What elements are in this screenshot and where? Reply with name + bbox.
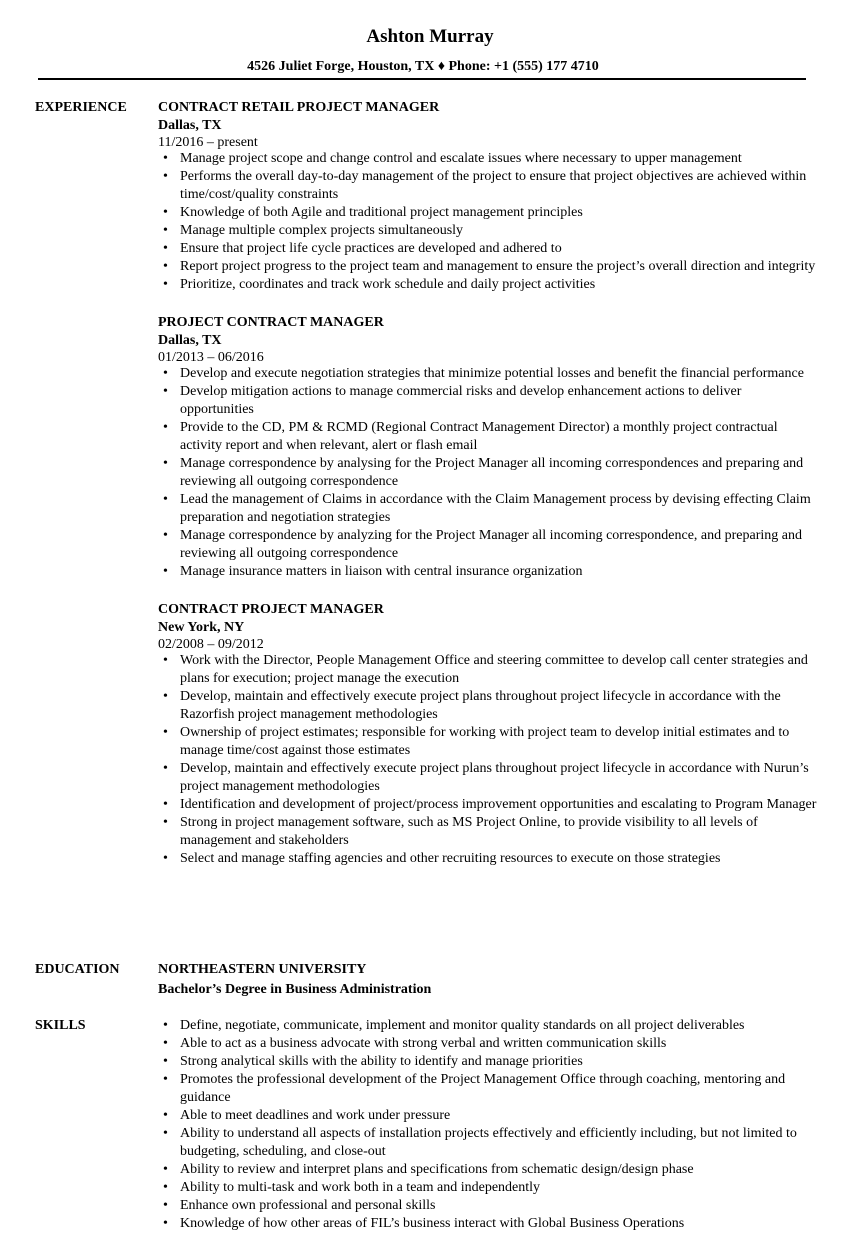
job-dates: 11/2016 – present [158,135,258,150]
skill-item: • Enhance own professional and personal skills [158,1197,818,1215]
skill-item: • Ability to review and interpret plans and specifications from schematic design/design phase [158,1161,818,1179]
contact-line: 4526 Juliet Forge, Houston, TX ♦ Phone: +1 (555) 177 4710 [247,59,599,74]
job-title: CONTRACT PROJECT MANAGER [158,602,384,617]
job-bullets [158,652,818,868]
job-bullet: • Provide to the CD, PM & RCMD (Regional Contract Management Director) a monthly project contractual activity report and when relevant, alert or flash email [158,419,818,455]
job-bullet: • Develop mitigation actions to manage commercial risks and develop enhancement actions to deliver opportunities [158,383,818,419]
job-title: PROJECT CONTRACT MANAGER [158,315,384,330]
job-entry [158,314,818,581]
job-bullet: • Manage multiple complex projects simultaneously [158,222,818,240]
job-bullet: • Strong in project management software, such as MS Project Online, to provide visibility to all levels of management and stakeholders [158,814,818,850]
job-bullet: • Performs the overall day-to-day management of the project to ensure that project objectives are achieved within time/cost/quality constraints [158,168,818,204]
section-label-experience: EXPERIENCE [35,100,127,115]
job-bullet: • Manage insurance matters in liaison with central insurance organization [158,563,818,581]
skills-list-container [158,1017,818,1233]
skill-item: • Ability to understand all aspects of installation projects effectively and efficiently including, but not limited to budgeting, scheduling, and close-out [158,1125,818,1161]
header-divider [38,78,806,80]
job-bullet: • Develop, maintain and effectively execute project plans throughout project lifecycle in accordance with the Razorfish project management methodologies [158,688,818,724]
job-entry [158,99,818,294]
job-location: New York, NY [158,620,245,635]
skill-item: • Promotes the professional development of the Project Management Office through coaching, mentoring and guidance [158,1071,818,1107]
experience-list [158,99,818,868]
skill-item: • Strong analytical skills with the ability to identify and manage priorities [158,1053,818,1071]
job-bullet: • Knowledge of both Agile and traditional project management principles [158,204,818,222]
skill-item: • Knowledge of how other areas of FIL’s business interact with Global Business Operations [158,1215,818,1233]
skill-item: • Able to meet deadlines and work under pressure [158,1107,818,1125]
job-bullet: • Identification and development of project/process improvement opportunities and escalating to Program Manager [158,796,818,814]
job-bullets [158,365,818,581]
job-bullet: • Manage correspondence by analysing for the Project Manager all incoming correspondences and preparing and reviewing all outgoing correspondence [158,455,818,491]
job-bullet: • Manage correspondence by analyzing for the Project Manager all incoming correspondence, and preparing and reviewing all outgoing correspondence [158,527,818,563]
education-entry [158,961,818,1001]
section-label-education: EDUCATION [35,962,120,977]
job-location: Dallas, TX [158,333,222,348]
job-bullet: • Select and manage staffing agencies and other recruiting resources to execute on those strategies [158,850,818,868]
skills-list [158,1017,818,1233]
job-bullet: • Work with the Director, People Management Office and steering committee to develop call center strategies and plans for execution; project manage the execution [158,652,818,688]
job-bullet: • Report project progress to the project team and management to ensure the project’s overall direction and integrity [158,258,818,276]
section-label-skills: SKILLS [35,1018,86,1033]
candidate-name: Ashton Murray [366,26,494,47]
job-bullet: • Ensure that project life cycle practices are developed and adhered to [158,240,818,258]
education-degree: Bachelor’s Degree in Business Administration [158,982,432,997]
skill-item: • Define, negotiate, communicate, implement and monitor quality standards on all project deliverables [158,1017,818,1035]
job-entry [158,601,818,868]
job-bullet: • Manage project scope and change control and escalate issues where necessary to upper management [158,150,818,168]
skill-item: • Ability to multi-task and work both in a team and independently [158,1179,818,1197]
job-bullet: • Develop, maintain and effectively execute project plans throughout project lifecycle in accordance with Nurun’s project management methodologies [158,760,818,796]
job-bullet: • Prioritize, coordinates and track work schedule and daily project activities [158,276,818,294]
job-bullet: • Ownership of project estimates; responsible for working with project team to develop initial estimates and to manage time/cost against those estimates [158,724,818,760]
job-bullets [158,150,818,294]
job-dates: 02/2008 – 09/2012 [158,637,264,652]
job-title: CONTRACT RETAIL PROJECT MANAGER [158,100,440,115]
education-school: NORTHEASTERN UNIVERSITY [158,962,367,977]
job-bullet: • Lead the management of Claims in accordance with the Claim Management process by devising effecting Claim preparation and negotiation strategies [158,491,818,527]
job-location: Dallas, TX [158,118,222,133]
job-bullet: • Develop and execute negotiation strategies that minimize potential losses and benefit the financial performance [158,365,818,383]
job-dates: 01/2013 – 06/2016 [158,350,264,365]
skill-item: • Able to act as a business advocate with strong verbal and written communication skills [158,1035,818,1053]
